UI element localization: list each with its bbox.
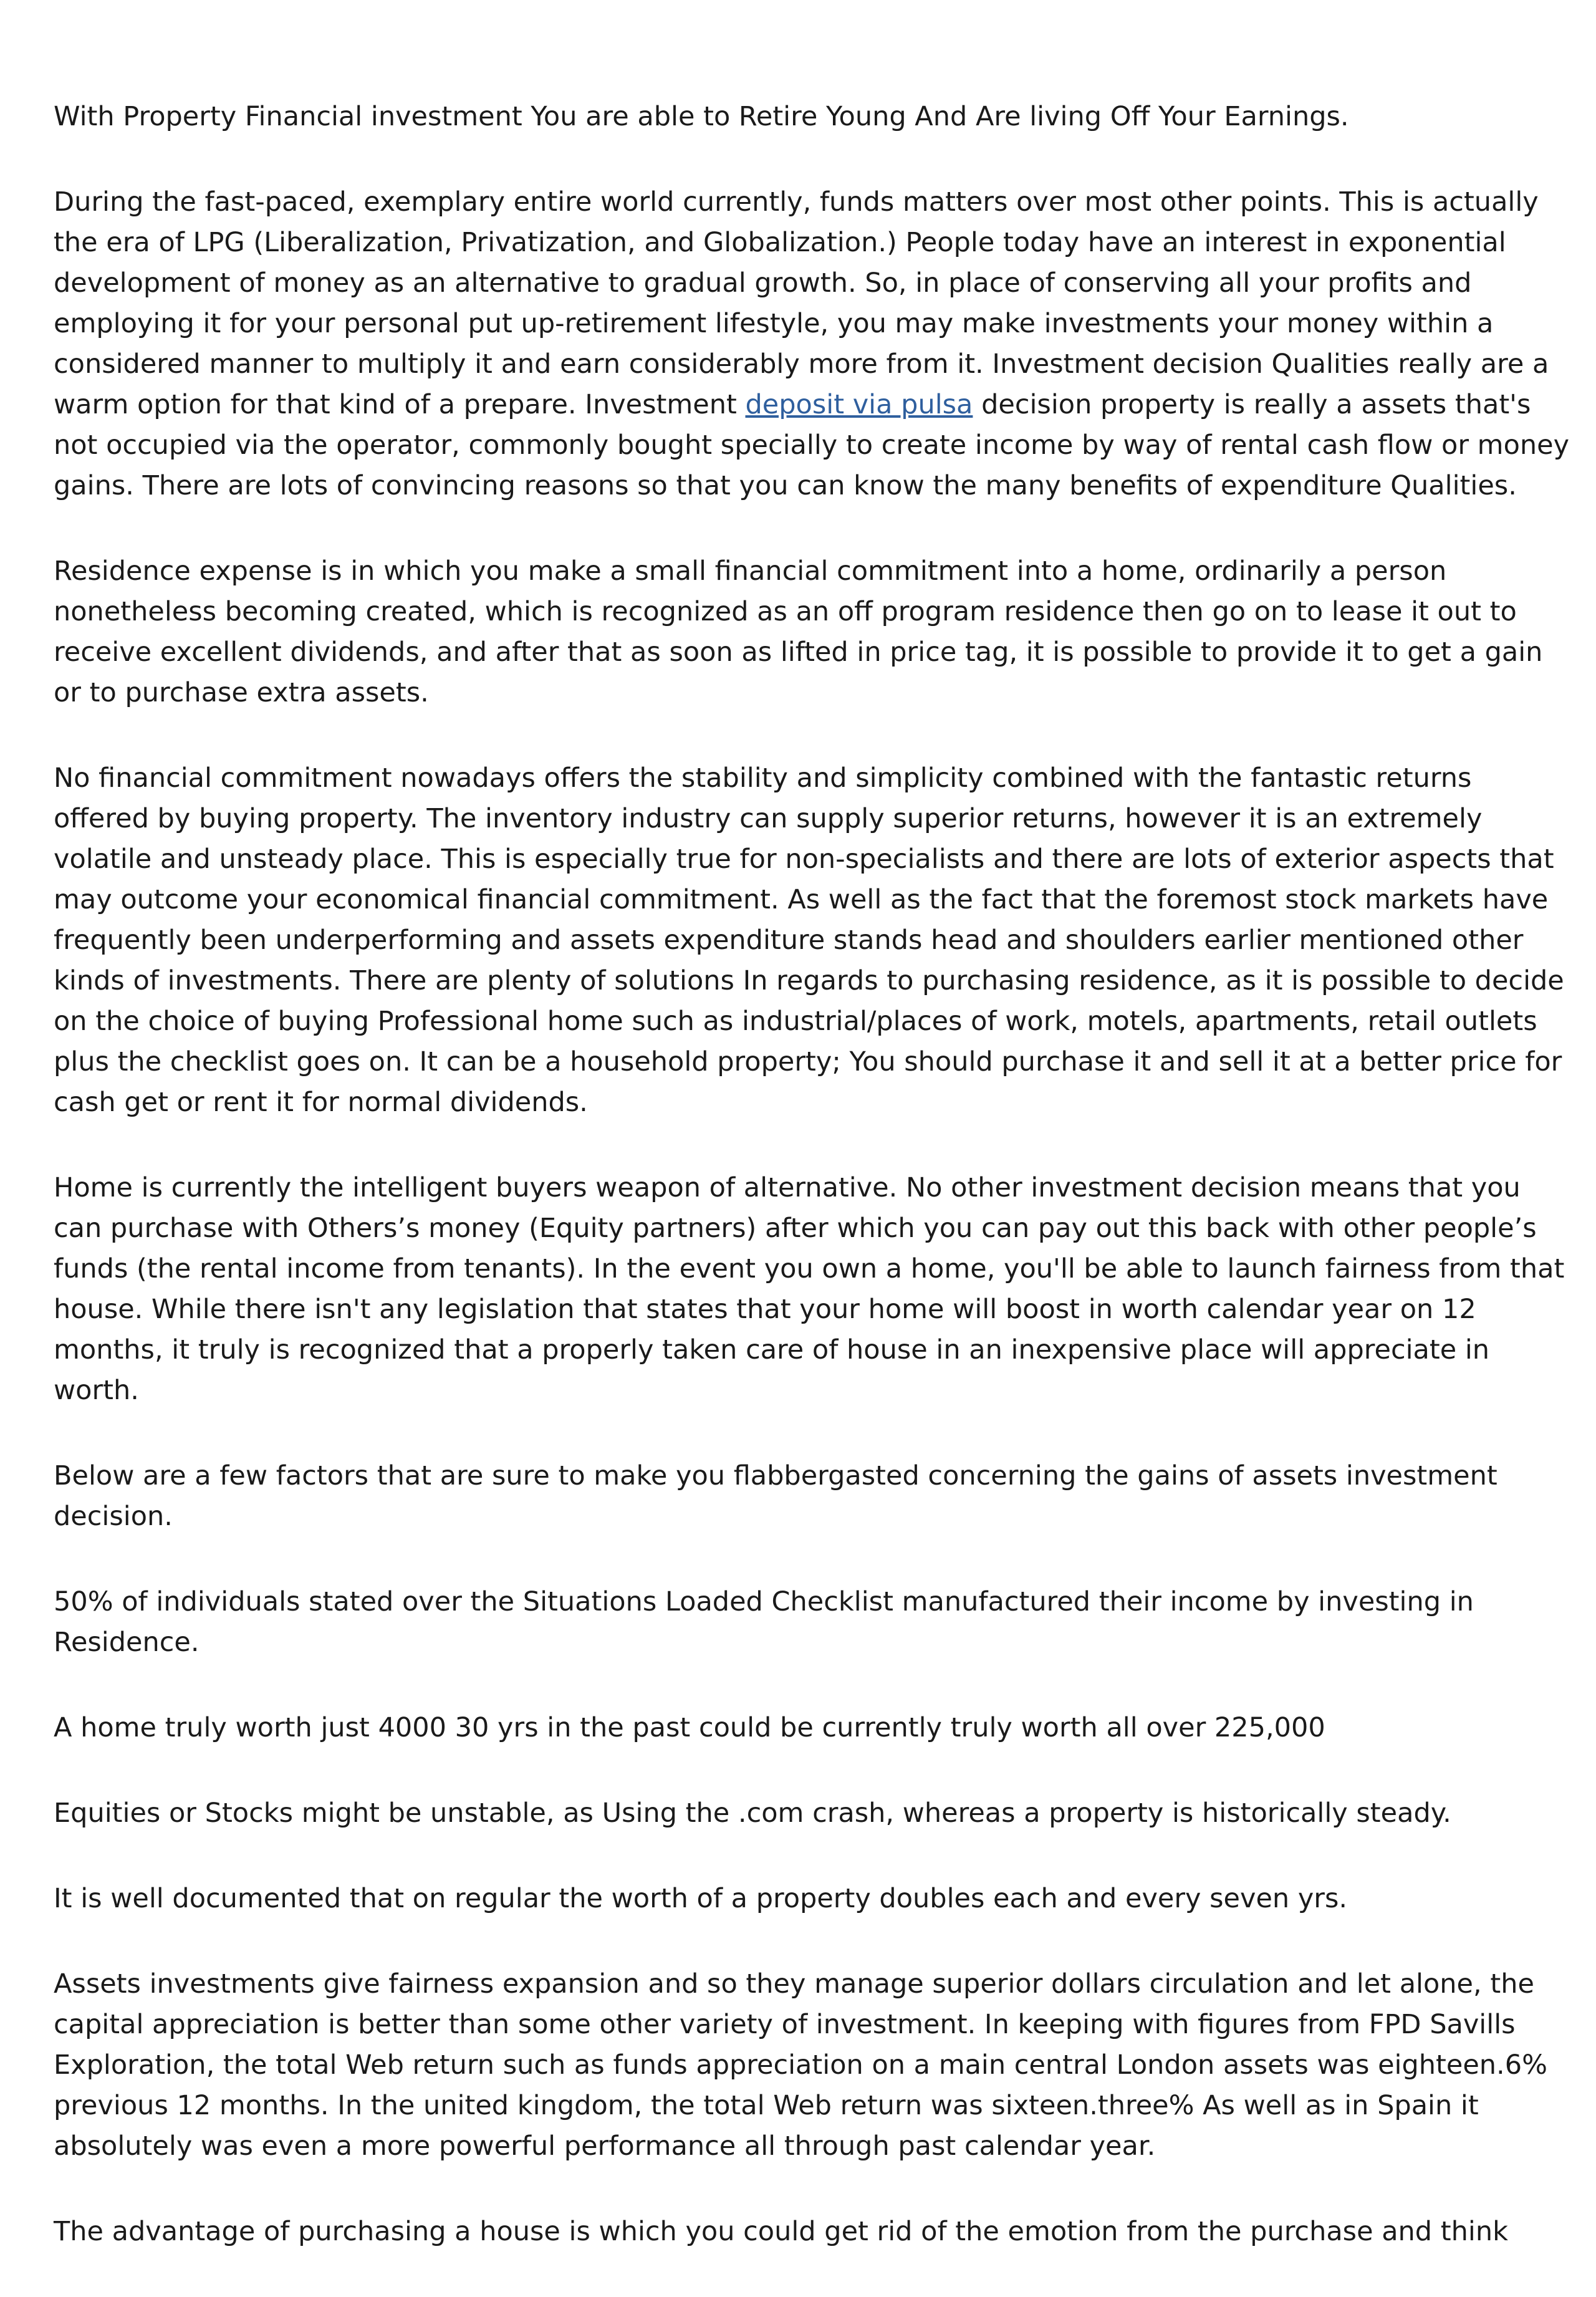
- paragraph-advantage: The advantage of purchasing a house is which you could get rid of the emotion from the purchase and think: [54, 2216, 1508, 2247]
- paragraph-intro-text-before: During the fast-paced, exemplary entire world currently, funds matters over most other points. This is actually the era of LPG (Liberalization, Privatization, and Globalization.) People today have an interest in exponential development of money as an alternative to gradual growth. So, in place of conserving all your profits and employing it for your personal put up-retirement lifestyle, you may make investments your money within a considered manner to multiply it and earn considerably more from it. Investment decision Qualities really are a warm option for that kind of a prepare. Investment: [54, 186, 1549, 420]
- paragraph-factors-intro: Below are a few factors that are sure to make you flabbergasted concerning the gains of assets investment decision.: [54, 1460, 1497, 1532]
- paragraph-financial-commitment: No financial commitment nowadays offers the stability and simplicity combined with the fantastic returns offered by buying property. The inventory industry can supply superior returns, however it is an extremely volatile and unsteady place. This is especially true for non-specialists and there are lots of exterior aspects that may outcome your economical financial commitment. As well as the fact that the foremost stock markets have frequently been underperforming and assets expenditure stands head and shoulders earlier mentioned other kinds of investments. There are plenty of solutions In regards to purchasing residence, as it is possible to decide on the choice of buying Professional home such as industrial/places of work, motels, apartments, retail outlets plus the checklist goes on. It can be a household property; You should purchase it and sell it at a better price for cash get or rent it for normal dividends.: [54, 763, 1564, 1118]
- paragraph-home-weapon: Home is currently the intelligent buyers weapon of alternative. No other investment decision means that you can purchase with Others’s money (Equity partners) after which you can pay out this back with other people’s funds (the rental income from tenants). In the event you own a home, you'll be able to launch fairness from that house. While there isn't any legislation that states that your home will boost in worth calendar year on 12 months, it truly is recognized that a properly taken care of house in an inexpensive place will appreciate in worth.: [54, 1172, 1565, 1406]
- paragraph-intro-text-after: decision property is really a assets that's not occupied via the operator, commonly bought specially to create income by way of rental cash flow or money gains. There are lots of convincing reasons so that you can know the many benefits of expenditure Qualities.: [54, 389, 1570, 501]
- paragraph-home-worth: A home truly worth just 4000 30 yrs in the past could be currently truly worth all over 225,000: [54, 1712, 1325, 1743]
- paragraph-residence-expense: Residence expense is in which you make a small financial commitment into a home, ordinarily a person nonetheless becoming created, which is recognized as an off program residence then go on to lease it out to receive excellent dividends, and after that as soon as lifted in price tag, it is possible to provide it to get a gain or to purchase extra assets.: [54, 556, 1543, 708]
- deposit-via-pulsa-link[interactable]: deposit via pulsa: [745, 389, 973, 420]
- document-title: With Property Financial investment You are able to Retire Young And Are living Off Your Earnings.: [54, 101, 1349, 132]
- paragraph-rich-list: 50% of individuals stated over the Situations Loaded Checklist manufactured their income by investing in Residence.: [54, 1586, 1474, 1658]
- paragraph-doubles: It is well documented that on regular the worth of a property doubles each and every seven yrs.: [54, 1883, 1348, 1914]
- paragraph-fairness-expansion: Assets investments give fairness expansion and so they manage superior dollars circulation and let alone, the capital appreciation is better than some other variety of investment. In keeping with figures from FPD Savills Exploration, the total Web return such as funds appreciation on a main central London assets was eighteen.6% previous 12 months. In the united kingdom, the total Web return was sixteen.three% As well as in Spain it absolutely was even a more powerful performance all through past calendar year.: [54, 1968, 1547, 2162]
- paragraph-equities: Equities or Stocks might be unstable, as Using the .com crash, whereas a property is historically steady.: [54, 1798, 1451, 1829]
- paragraph-intro: [54, 182, 1575, 506]
- document-body: [54, 97, 1575, 2297]
